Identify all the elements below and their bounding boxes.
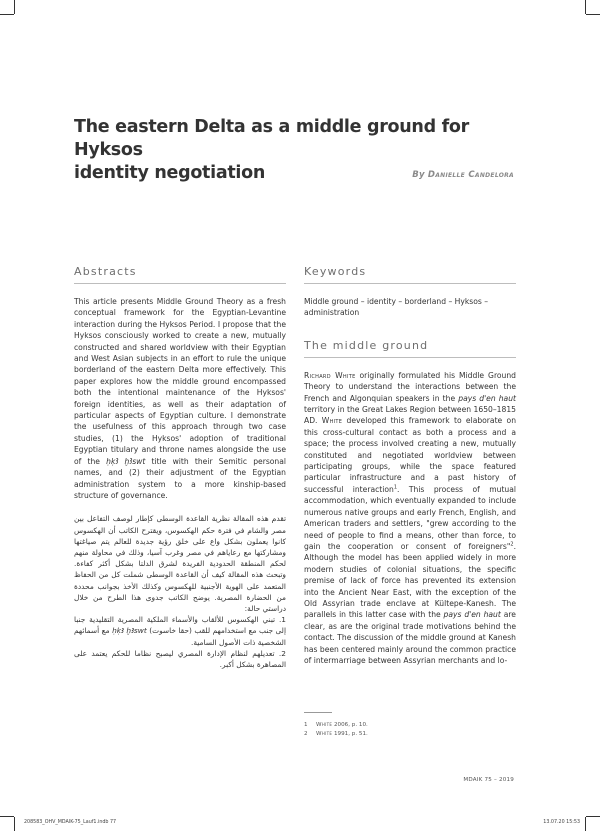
title-line-2: identity negotiation (74, 163, 265, 183)
abstract-arabic (74, 513, 286, 670)
abstract-title-term: ḥḳꜢ ḫꜢswt (106, 456, 146, 466)
italic-term: pays d'en haut (443, 610, 501, 620)
middle-ground-heading: The middle ground (304, 339, 516, 358)
arabic-paragraph-3: 2. تعديلهم لنظام الإدارة المصري ليصبح نظاما للحكم يعتمد على المصاهرة بشكل أكبر. (74, 648, 286, 669)
keywords-heading: Keywords (304, 265, 516, 284)
text-run: . This process of mutual accommodation, which eventually expanded to include numerous native groups and early French, English, and American traders and settlers, "grew according to the need of people to find a means, other than force, to gain the cooperation or consent of foreigners" (304, 484, 516, 551)
middle-ground-text (304, 370, 516, 667)
crop-mark (14, 817, 15, 831)
arabic-paragraph-2 (74, 614, 286, 648)
keywords-text: Middle ground – identity – borderland – Hyksos – administration (304, 297, 489, 318)
footnote-author: White (316, 730, 333, 737)
crop-mark (0, 14, 14, 15)
right-column (304, 265, 516, 666)
author-byline (412, 170, 514, 180)
footnotes (304, 712, 516, 739)
footnote-text: 2006, p. 10. (332, 721, 368, 728)
author-name: Danielle Candelora (427, 170, 514, 180)
abstract-text-b: title with their Semitic personal names, and (2) their adjustment of the Egyptian administration system to a more kinship-based structure of governance. (74, 456, 287, 500)
author-ref: Richard White (304, 370, 356, 380)
footnote-marker: 1 (393, 484, 398, 491)
footnote-list (304, 721, 516, 739)
crop-mark (0, 816, 14, 817)
footnote-number: 2 (304, 730, 308, 737)
abstracts-heading: Abstracts (74, 265, 286, 284)
footnote-author: White (316, 721, 333, 728)
print-slug-left: 208583_OHV_MDAIK-75_Lauf1.indb 77 (24, 820, 117, 825)
left-column (74, 265, 286, 670)
text-run: are clear, as are the original trade motivations behind the contact. The discussion of the middle ground at Kanesh has been centered mainly around the common practice of intermarriage between Assyrian merchants and lo- (304, 610, 516, 665)
abstract-english (74, 296, 286, 501)
footnote-text: 1991, p. 51. (332, 730, 368, 737)
author-ref: White (321, 416, 343, 426)
arabic-p2-b: مع أسمائهم الشخصية ذات الأصول السامية. (74, 626, 286, 647)
text-run: territory in the Great Lakes Region between 1650–1815 AD. (304, 405, 516, 426)
crop-mark (586, 14, 600, 15)
arabic-p2-term: ḥḳꜢ ḫꜢswt (112, 626, 147, 636)
crop-mark (585, 0, 586, 14)
arabic-paragraph-1: تقدم هذه المقالة نظرية القاعدة الوسطى كإطار لوصف التفاعل بين مصر والشام في فترة حكم الهكسوس، ويقترح الكاتب أن الهكسوس كانوا يعملون بشكل واع على خلق رؤية جديدة للعالم يتم صياغتها ومشاركتها مع رعاياهم في مصر وغرب آسيا، وذلك في محاولة منهم لحكم المنطقة الحدودية الفريدة لشرق الدلتا بشكل أكثر كفاءة. وتبحث هذه المقالة كيف أن القاعدة الوسطى شملت كل من الحفاظ المتعمد على الهوية الأجنبية للهكسوس وكذلك الأخذ بجوانب محددة من الحضارة المصرية. يوضح الكاتب جدوى هذا الطرح من خلال دراستي حالة: (74, 514, 286, 613)
abstract-text-a: This article presents Middle Ground Theory as a fresh conceptual framework for the Egyptian-Levantine interaction during the Hyksos Period. I propose that the Hyksos consciously worked to create a new, mutually constructed and shared worldview with their Egyptian and West Asian subjects in an effort to rule the unique borderland of the eastern Delta more effectively. This paper explores how the middle ground encompassed both the intentional maintenance of the Hyksos' foreign identities, as well as their adaptation of particular aspects of Egyptian culture. I demonstrate the usefulness of this approach through two case studies, (1) the Hyksos' adoption of traditional Egyptian titulary and throne names alongside the use of the (74, 297, 286, 466)
italic-term: pays d'en haut (458, 393, 517, 403)
text-run: developed this framework to elaborate on this cross-cultural contact as both a process and a space; the process involved creating a new, mutually constituted and negotiated worldview between participating groups, while the space featured particular infrastructure and a past history of successful interaction (304, 416, 517, 494)
crop-mark (586, 816, 600, 817)
print-slug-right: 13.07.20 15:53 (543, 820, 580, 825)
text-run: originally formulated his Middle Ground Theory to understand the interactions between the French and Algonquian speakers in the (304, 370, 516, 403)
footnote-rule (304, 712, 332, 713)
footnote (304, 721, 516, 730)
author-by: By (412, 170, 425, 180)
running-footer: MDAIK 75 – 2019 (463, 777, 514, 783)
crop-mark (585, 817, 586, 831)
arabic-p2-a: 1. تبني الهكسوس للألقاب والأسماء الملكية المصرية التقليدية جنبا إلى جنب مع استخدامهم للقب (حقا خاسوت) (74, 615, 286, 636)
footnote-number: 1 (304, 721, 308, 728)
footnote (304, 730, 516, 739)
crop-mark (14, 0, 15, 14)
footnote-marker: 2 (510, 541, 514, 548)
title-line-1: The eastern Delta as a middle ground for Hyksos (74, 117, 469, 160)
text-run: . Although the model has been applied widely in more modern studies of colonial situations, the specific premise of lack of force has prevented its extension into the Ancient Near East, with the exception of the Old Assyrian trade enclave at Kültepe-Kanesh. The parallels in this latter case with the (304, 541, 516, 620)
